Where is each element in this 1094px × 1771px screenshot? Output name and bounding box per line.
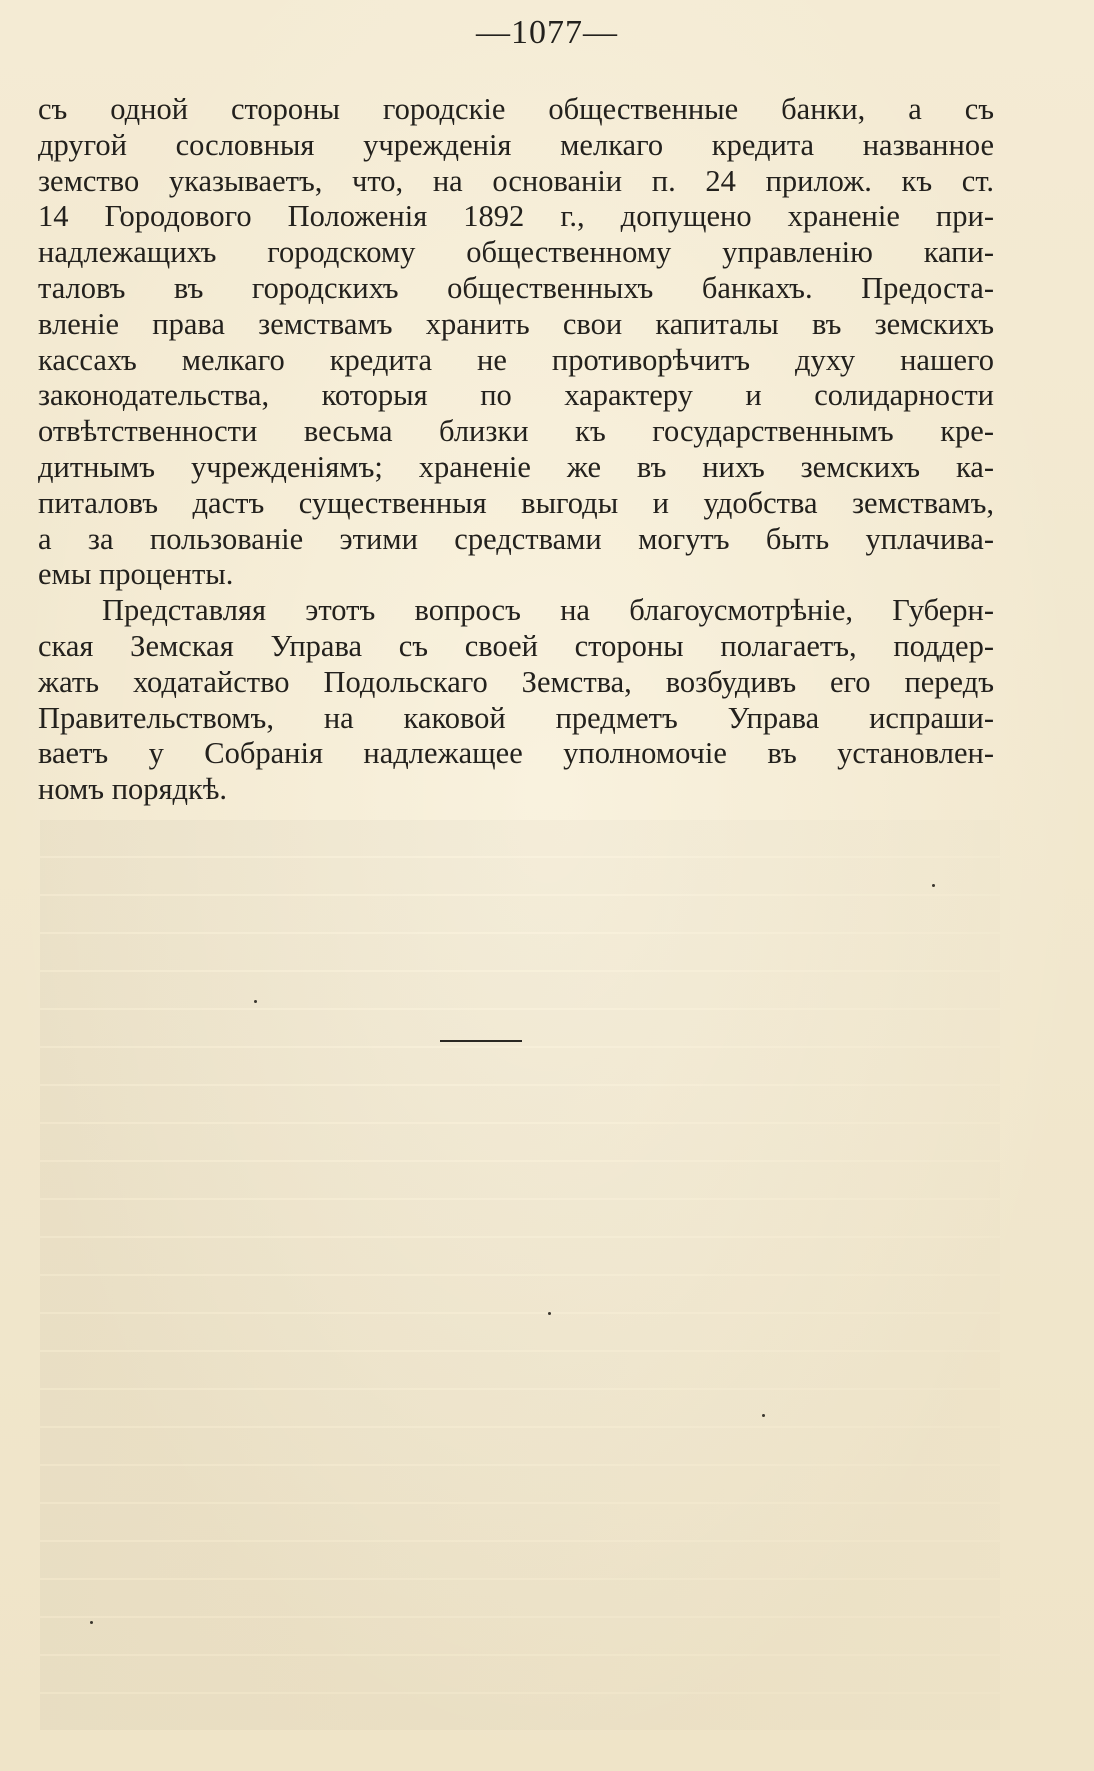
text-line: номъ порядкѣ.	[38, 772, 228, 807]
text-line: другой сословныя учрежденія мелкаго кредита названное	[38, 127, 994, 162]
text-line: емы проценты.	[38, 557, 234, 592]
text-line: съ одной стороны городскіе общественные банки, а съ	[38, 92, 994, 126]
text-line: ваетъ у Собранія надлежащее уполномочіе въ установлен-	[38, 736, 994, 771]
text-line: земство указываетъ, что, на основаніи п. 24 прилож. къ ст.	[38, 163, 994, 198]
print-speck	[932, 884, 935, 887]
text-line: дитнымъ учрежденіямъ; храненіе же въ нихъ земскихъ ка-	[38, 449, 994, 484]
text-line: Правительствомъ, на каковой предметъ Управа испраши-	[38, 700, 994, 735]
paragraph-1	[38, 92, 994, 593]
text-line: жать ходатайство Подольскаго Земства, возбудивъ его передъ	[38, 664, 994, 699]
section-divider-rule	[440, 1040, 522, 1042]
text-line: отвѣтственности весьма близки къ государственнымъ кре-	[38, 414, 994, 449]
text-line: Представляя этотъ вопросъ на благоусмотрѣніе, Губерн-	[102, 593, 994, 628]
page-number: —1077—	[476, 14, 618, 51]
text-line: кассахъ мелкаго кредита не противорѣчитъ духу нашего	[38, 342, 994, 377]
text-line: ская Земская Управа съ своей стороны полагаетъ, поддер-	[38, 628, 994, 663]
body-text	[38, 92, 994, 808]
print-speck	[548, 1312, 551, 1315]
text-line: 14 Городового Положенія 1892 г., допущено храненіе при-	[38, 199, 994, 234]
text-line: таловъ въ городскихъ общественныхъ банкахъ. Предоста-	[38, 270, 994, 305]
text-line: надлежащихъ городскому общественному управленію капи-	[38, 235, 994, 270]
paragraph-2	[38, 593, 994, 808]
print-speck	[762, 1414, 765, 1417]
text-line: вленіе права земствамъ хранить свои капиталы въ земскихъ	[38, 306, 994, 341]
text-line: законодательства, которыя по характеру и солидарности	[38, 378, 994, 413]
reverse-side-bleed-through	[40, 820, 1000, 1732]
text-line: питаловъ дастъ существенныя выгоды и удобства земствамъ,	[38, 485, 994, 520]
text-line: а за пользованіе этими средствами могутъ быть уплачива-	[38, 521, 994, 556]
print-speck	[254, 1000, 257, 1003]
print-speck	[90, 1621, 93, 1624]
